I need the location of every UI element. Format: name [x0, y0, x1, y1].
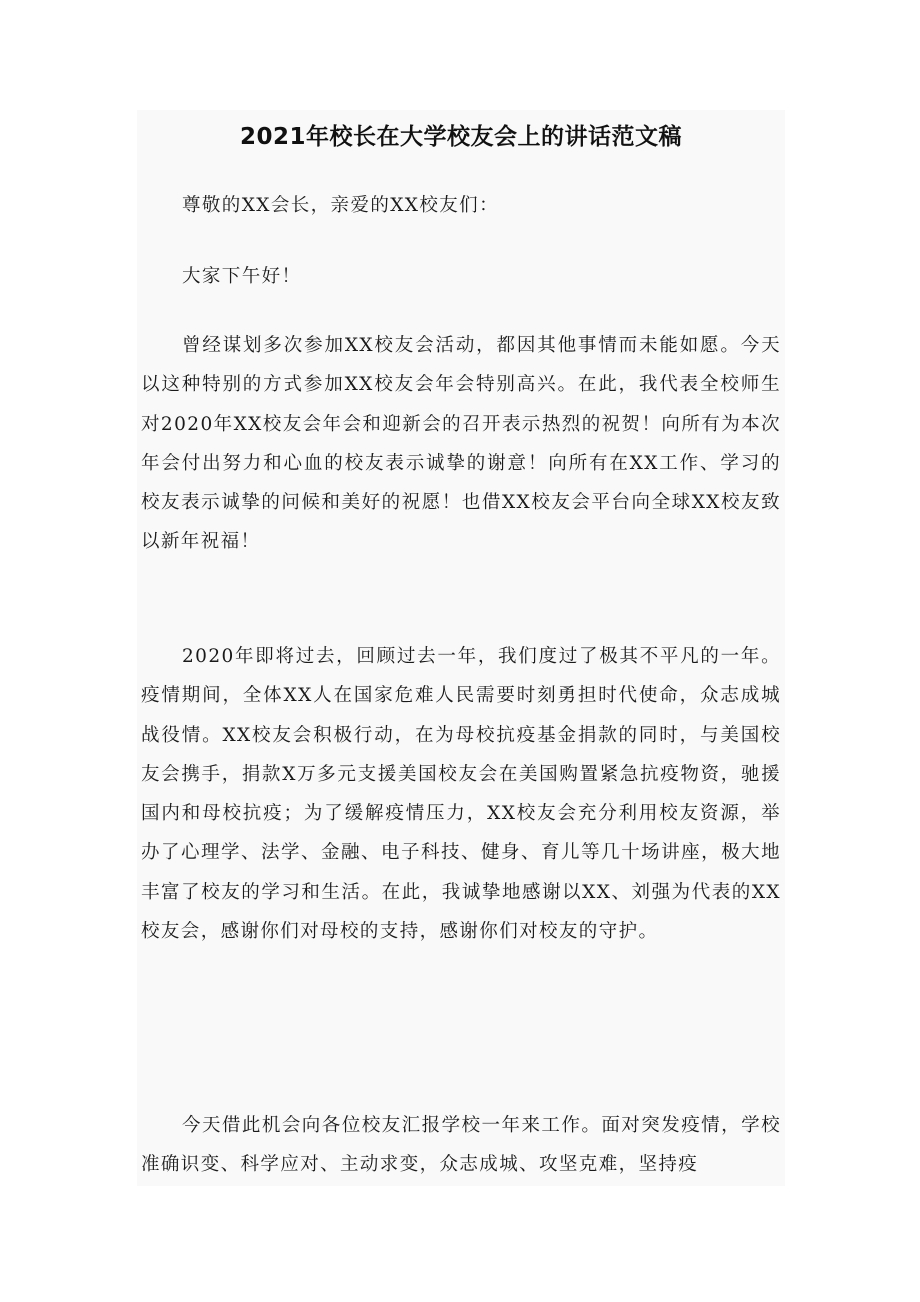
- body-paragraph-2: 2020年即将过去，回顾过去一年，我们度过了极其不平凡的一年。疫情期间，全体XX人在国家危难人民需要时刻勇担时代使命，众志成城战役情。XX校友会积极行动，在为母校抗疫基金捐款的同时，与美国校友会携手，捐款X万多元支援美国校友会在美国购置紧急抗疫物资，驰援国内和母校抗疫；为了缓解疫情压力，XX校友会充分利用校友资源，举办了心理学、法学、金融、电子科技、健身、育儿等几十场讲座，极大地丰富了校友的学习和生活。在此，我诚挚地感谢以XX、刘强为代表的XX校友会，感谢你们对母校的支持，感谢你们对校友的守护。: [141, 646, 781, 943]
- body-paragraph-3: 今天借此机会向各位校友汇报学校一年来工作。面对突发疫情，学校准确识变、科学应对、主动求变，众志成城、攻坚克难，坚持疫: [141, 1115, 781, 1176]
- document-page: [137, 110, 785, 1186]
- body-paragraph-1: 曾经谋划多次参加XX校友会活动，都因其他事情而未能如愿。今天以这种特别的方式参加XX校友会年会特别高兴。在此，我代表全校师生对2020年XX校友会年会和迎新会的召开表示热烈的祝贺！向所有为本次年会付出努力和心血的校友表示诚挚的谢意！向所有在XX工作、学习的校友表示诚挚的问候和美好的祝愿！也借XX校友会平台向全球XX校友致以新年祝福！: [141, 335, 781, 553]
- salutation-paragraph: 尊敬的XX会长，亲爱的XX校友们：: [182, 195, 499, 216]
- greeting-paragraph: 大家下午好！: [182, 266, 302, 287]
- document-title: 2021年校长在大学校友会上的讲话范文稿: [239, 124, 682, 150]
